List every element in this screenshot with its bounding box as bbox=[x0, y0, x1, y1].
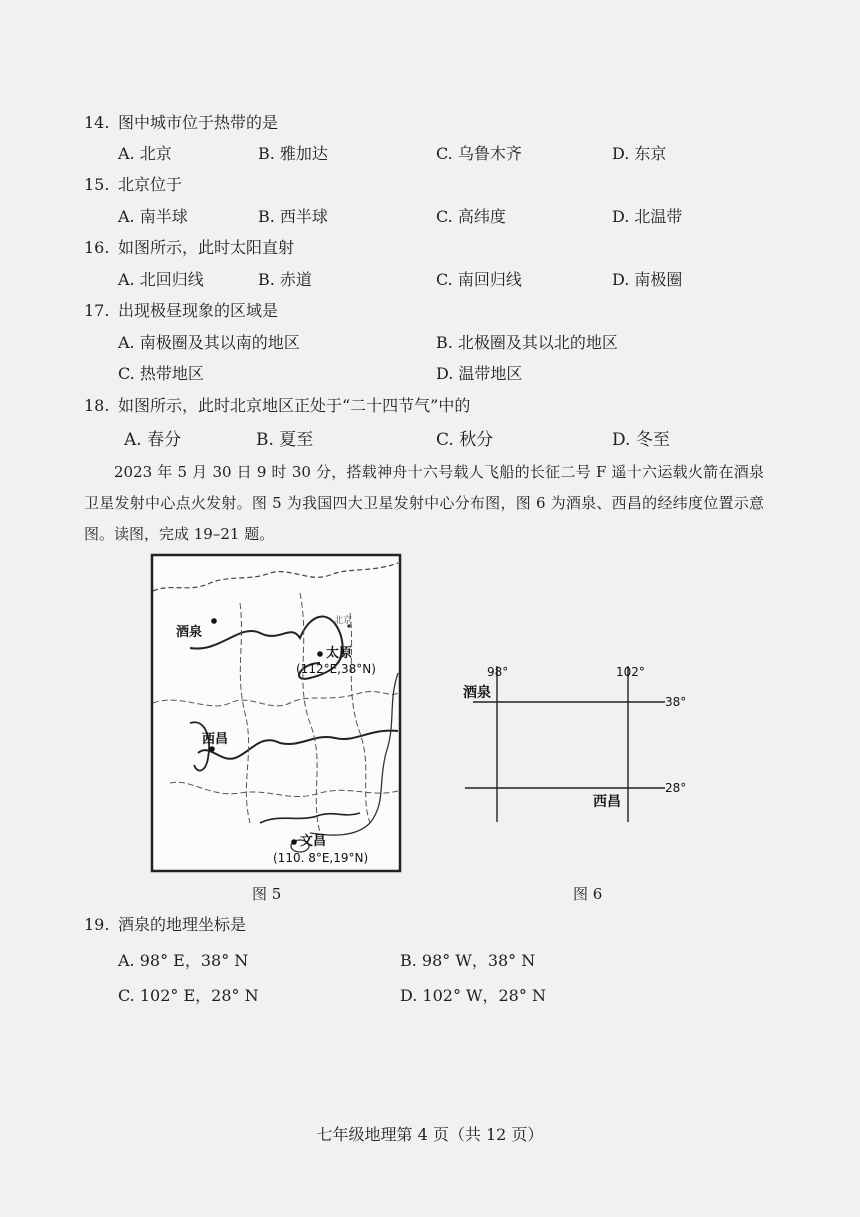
q16-stem: 如图所示，此时太阳直射 bbox=[118, 238, 295, 257]
q17-option-a: A. 南极圈及其以南的地区 bbox=[118, 333, 300, 352]
page-footer: 七年级地理第 4 页（共 12 页） bbox=[316, 1125, 544, 1144]
wenchang-marker bbox=[291, 839, 297, 845]
label-jiuquan: 酒泉 bbox=[463, 685, 491, 701]
q14-option-b: B. 雅加达 bbox=[258, 144, 328, 163]
label-lat-38: 38° bbox=[665, 695, 687, 709]
q15-option-b: B. 西半球 bbox=[258, 207, 328, 226]
figure-6-caption: 图 6 bbox=[573, 885, 603, 903]
label-taiyuan: 太原 bbox=[326, 646, 353, 661]
q18-option-a: A. 春分 bbox=[124, 430, 182, 450]
q17-stem: 出现极昼现象的区域是 bbox=[118, 301, 279, 320]
q15-option-c: C. 高纬度 bbox=[436, 207, 506, 226]
label-xichang: 西昌 bbox=[202, 732, 229, 747]
q16-option-a: A. 北回归线 bbox=[118, 270, 204, 289]
label-wenchang-coord: (110. 8°E,19°N) bbox=[273, 851, 369, 865]
label-xichang: 西昌 bbox=[593, 794, 621, 810]
q19-number: 19. bbox=[84, 915, 110, 934]
q19-option-d: D. 102° W，28° N bbox=[400, 986, 546, 1005]
q14-option-a: A. 北京 bbox=[118, 144, 172, 163]
q16-option-b: B. 赤道 bbox=[258, 270, 312, 289]
label-lat-28: 28° bbox=[665, 781, 687, 795]
q18-option-b: B. 夏至 bbox=[256, 430, 314, 450]
figure-5-map bbox=[150, 553, 402, 873]
q17-option-d: D. 温带地区 bbox=[436, 364, 523, 383]
intro-paragraph bbox=[84, 457, 764, 550]
q14-option-d: D. 东京 bbox=[612, 144, 667, 163]
q14-option-c: C. 乌鲁木齐 bbox=[436, 144, 522, 163]
q15-option-a: A. 南半球 bbox=[118, 207, 188, 226]
q19-option-c: C. 102° E，28° N bbox=[118, 986, 259, 1005]
q16-option-d: D. 南极圈 bbox=[612, 270, 683, 289]
q15-number: 15. bbox=[84, 175, 110, 194]
q14-number: 14. bbox=[84, 113, 110, 132]
label-lon-102: 102° bbox=[616, 665, 645, 679]
xichang-marker bbox=[209, 746, 215, 752]
label-beijing: 北京 bbox=[334, 616, 353, 626]
q19-option-a: A. 98° E，38° N bbox=[118, 951, 249, 970]
q19-option-b: B. 98° W，38° N bbox=[400, 951, 536, 970]
q18-option-d: D. 冬至 bbox=[612, 430, 670, 450]
q18-stem: 如图所示，此时北京地区正处于“二十四节气”中的 bbox=[118, 396, 471, 415]
label-lon-98: 98° bbox=[487, 665, 509, 679]
taiyuan-marker bbox=[317, 651, 323, 657]
q17-option-c: C. 热带地区 bbox=[118, 364, 204, 383]
figure-6-grid bbox=[455, 660, 705, 830]
intro-text: 2023 年 5 月 30 日 9 时 30 分，搭载神舟十六号载人飞船的长征二号 F 遥十六运载火箭在酒泉卫星发射中心点火发射。图 5 为我国四大卫星发射中心分布图，图 6 为酒泉、西昌的经纬度位置示意图。读图，完成 19–21 题。 bbox=[84, 463, 764, 543]
q18-option-c: C. 秋分 bbox=[436, 430, 494, 450]
label-wenchang: 文昌 bbox=[300, 834, 327, 849]
figure-5-caption: 图 5 bbox=[252, 885, 282, 903]
q17-option-b: B. 北极圈及其以北的地区 bbox=[436, 333, 618, 352]
q16-number: 16. bbox=[84, 238, 110, 257]
q16-option-c: C. 南回归线 bbox=[436, 270, 522, 289]
q17-number: 17. bbox=[84, 301, 110, 320]
q15-option-d: D. 北温带 bbox=[612, 207, 683, 226]
map-frame bbox=[152, 555, 400, 871]
q14-stem: 图中城市位于热带的是 bbox=[118, 113, 279, 132]
label-jiuquan: 酒泉 bbox=[176, 625, 203, 640]
jiuquan-marker bbox=[211, 618, 217, 624]
q15-stem: 北京位于 bbox=[118, 175, 183, 194]
label-taiyuan-coord: (112°E,38°N) bbox=[296, 662, 376, 676]
q19-stem: 酒泉的地理坐标是 bbox=[118, 915, 247, 934]
q18-number: 18. bbox=[84, 396, 110, 415]
